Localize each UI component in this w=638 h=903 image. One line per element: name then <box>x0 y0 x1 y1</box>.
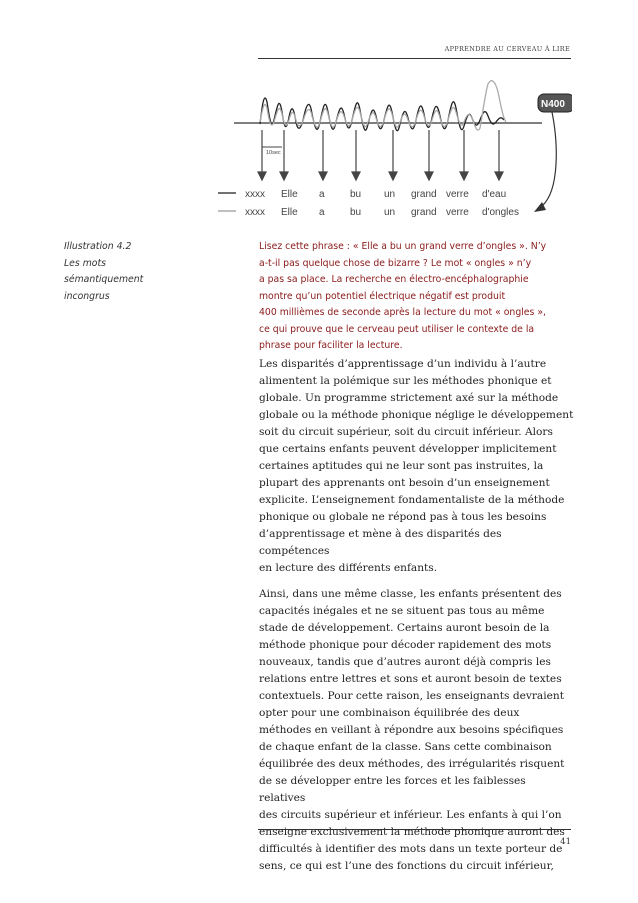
word: un <box>384 189 396 200</box>
body-paragraph-2: Ainsi, dans une même classe, les enfants présentent des capacités inégales et ne se situent pas tous au même stade de développement. Certains auront besoin de la méthode phonique pour décoder rapidement des mots nouveaux, tandis que d’autres auront déjà compris les relations entre lettres et sons et auront besoin de textes contextuels. Pour cette raison, les enseignants devraient opter pour une combinaison équilibrée des deux méthodes en veillant à répondre aux besoins spécifiques de chaque enfant de la classe. Sans cette combinaison équilibrée des deux méthodes, des irrégularités risquent de se développer entre les forces et les faiblesses relatives des circuits supérieur et inférieur. Les enfants à qui l’on enseigne exclusivement la méthode phonique auront des difficultés à identifier des mots dans un texte porteur de sens, ce qui est l’une des fonctions du circuit inférieur, <box>259 588 565 872</box>
n400-label: N400 <box>541 99 565 110</box>
caption-line: sémantiquement <box>64 274 144 285</box>
word: un <box>384 207 396 218</box>
body-paragraph-1: Les disparités d’apprentissage d’un individu à l’autre alimentent la polémique sur les méthodes phonique et globale. Un programme strictement axé sur la méthode globale ou la méthode phonique néglige le développement soit du circuit supérieur, soit du circuit inférieur. Alors que certains enfants peuvent développer implicitement certaines aptitudes qui ne leur sont pas instruites, la plupart des apprenants ont besoin d’un enseignement explicite. L’enseignement fondamentaliste de la méthode phonique ou globale ne répond pas à tous les besoins d’apprentissage et mène à des disparités des compétences en lecture des différents enfants. <box>259 358 574 574</box>
word: verre <box>446 189 469 200</box>
figure-caption <box>64 239 234 305</box>
page-number: 41 <box>560 837 571 847</box>
caption-line: Les mots <box>64 257 106 269</box>
desc-line: 400 millièmes de seconde après la lecture du mot « ongles », <box>259 307 546 318</box>
desc-line: a pas sa place. La recherche en électro-encéphalographie <box>259 274 529 285</box>
word: verre <box>446 207 469 218</box>
caption-line: incongrus <box>64 290 110 302</box>
figure-description <box>259 239 574 355</box>
desc-line: montre qu’un potentiel électrique négatif est produit <box>259 290 506 302</box>
sentence-row-congruent <box>245 189 506 200</box>
word: grand <box>411 207 437 218</box>
erp-figure <box>212 72 572 222</box>
word: a <box>319 207 325 218</box>
word: grand <box>411 189 437 200</box>
word: xxxx <box>245 207 265 218</box>
desc-line: phrase pour faciliter la lecture. <box>259 340 403 351</box>
word: d'eau <box>482 189 507 200</box>
word: bu <box>350 207 362 218</box>
word: xxxx <box>245 189 265 200</box>
top-rule <box>258 58 571 59</box>
running-head: APPRENDRE AU CERVEAU À LIRE <box>444 45 570 53</box>
body-text <box>259 356 575 884</box>
sentence-row-incongruent <box>245 207 519 218</box>
caption-line: Illustration 4.2 <box>64 241 132 252</box>
word-onset-arrows <box>258 130 503 180</box>
bottom-rule <box>258 829 571 830</box>
erp-waveform-diagram <box>212 72 572 222</box>
word: bu <box>350 189 362 200</box>
word: a <box>319 189 325 200</box>
desc-line: Lisez cette phrase : « Elle a bu un grand verre d’ongles ». N’y <box>259 241 547 252</box>
desc-line: ce qui prouve que le cerveau peut utiliser le contexte de la <box>259 323 535 335</box>
word: Elle <box>281 207 298 218</box>
timescale-label: 10sec <box>266 150 281 156</box>
n400-arrow <box>542 112 556 206</box>
desc-line: a-t-il pas quelque chose de bizarre ? Le mot « ongles » n’y <box>259 257 532 269</box>
word: Elle <box>281 189 298 200</box>
word: d'ongles <box>482 207 519 218</box>
